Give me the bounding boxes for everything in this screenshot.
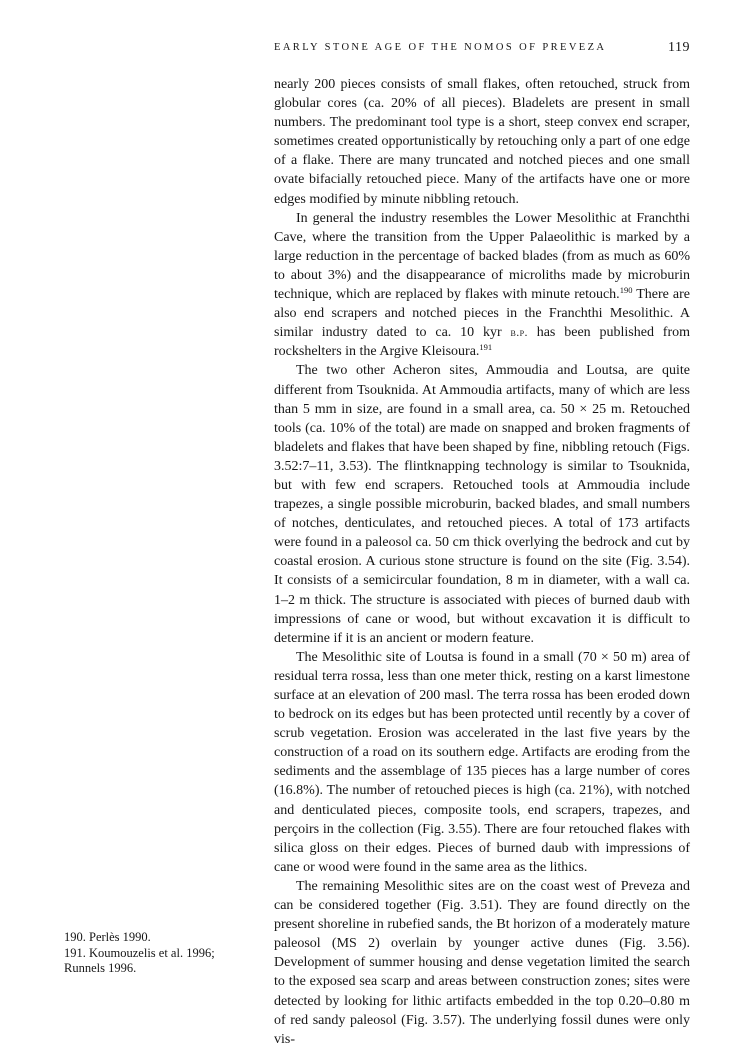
main-text: [274, 75, 690, 1049]
paragraph-2-part-1: In general the industry resembles the Lower Mesolithic at Franchthi Cave, where the transition from the Upper Palaeolithic is marked by a large reduction in the percentage of backed blades (from as much as 60% to about 3%) and the disappearance of microliths made by microburin technique, which are replaced by flakes with minute retouch.: [274, 210, 690, 303]
paragraph-2-part-3: has been published from rockshelters in the Argive Kleisoura.: [274, 325, 690, 360]
paragraph-3: The two other Acheron sites, Ammoudia and Loutsa, are quite different from Tsouknida. At Ammoudia artifacts, many of which are less than 5 mm in size, are found in a small area, ca. 50 × 25 m. Retouched tools (ca. 10% of the total) are made on snapped and broken fragments of bladelets and flakes that have been shaped by fine, nibbling retouch (Figs. 3.52:7–11, 3.53). The flintknapping technology is similar to Tsouknida, but with few end scrapers. Retouched tools at Ammoudia include trapezes, a single possible microburin, backed blades, and small numbers of notches, denticulates, and retouched pieces. A total of 173 artifacts were found in a paleosol ca. 50 cm thick overlying the bedrock and cut by coastal erosion. A curious stone structure is found on the site (Fig. 3.54). It consists of a semicircular foundation, 8 m in diameter, with a wall ca. 1–2 m thick. The structure is associated with pieces of burned daub with impressions of cane or wood, but without excavation it is difficult to determine if it is an ancient or modern feature.: [274, 363, 690, 646]
paragraph-5: The remaining Mesolithic sites are on the coast west of Preveza and can be considered together (Fig. 3.51). They are found directly on the present shoreline in rubefied sands, the Bt horizon of a moderately mature paleosol (MS 2) overlain by younger active dunes (Fig. 3.56). Development of summer housing and dense vegetation limited the search to the exposed sea scarp and areas between construction zones; sites were detected by looking for lithic artifacts embedded in the top 0.20–0.80 m of red sandy paleosol (Fig. 3.57). The underlying fossil dunes were only vis-: [274, 878, 690, 1047]
footnote-ref-191: 191: [479, 342, 493, 353]
running-title: EARLY STONE AGE OF THE NOMOS OF PREVEZA: [274, 42, 607, 53]
footnote-ref-190: 190: [619, 285, 633, 296]
footnotes: [52, 930, 252, 977]
running-head: [274, 42, 690, 58]
paragraph-2-part-2: There are also end scrapers and notched pieces in the Franchthi Mesolithic. A similar industry dated to ca. 10 kyr: [274, 287, 691, 341]
footnote-191: 191. Koumouzelis et al. 1996; Runnels 1996.: [64, 945, 215, 975]
paragraph-4: The Mesolithic site of Loutsa is found in a small (70 × 50 m) area of residual terra rossa, less than one meter thick, resting on a karst limestone surface at an elevation of 200 masl. The terra rossa has been eroded down to bedrock on its edges but has been protected until recently by a cover of scrub vegetation. Erosion was accelerated in the last five years by the construction of a road on its southern edge. Artifacts are eroding from the sediments and the assemblage of 135 pieces has a large number of cores (16.8%). The number of retouched pieces is high (ca. 21%), with notched and denticulated pieces, composite tools, end scrapers, trapezes, and perçoirs in the collection (Fig. 3.55). There are four retouched flakes with silica gloss on their edges. Pieces of burned daub with impressions of cane or wood were found in the same area as the lithics.: [274, 649, 690, 875]
page-number: 119: [668, 40, 690, 55]
paragraph-2: [274, 209, 690, 362]
paragraph-1: nearly 200 pieces consists of small flakes, often retouched, struck from globular cores (ca. 20% of all pieces). Bladelets are present in small numbers. The predominant tool type is a short, steep convex end scraper, sometimes created opportunistically by retouching only a part of one edge of a flake. There are many truncated and notched pieces and one small ovate bifacially retouched piece. Many of the artifacts have one or more edges modified by minute nibbling retouch.: [274, 77, 690, 207]
bp-abbreviation: b.p.: [510, 325, 528, 340]
footnote-190: 190. Perlès 1990.: [64, 930, 151, 944]
